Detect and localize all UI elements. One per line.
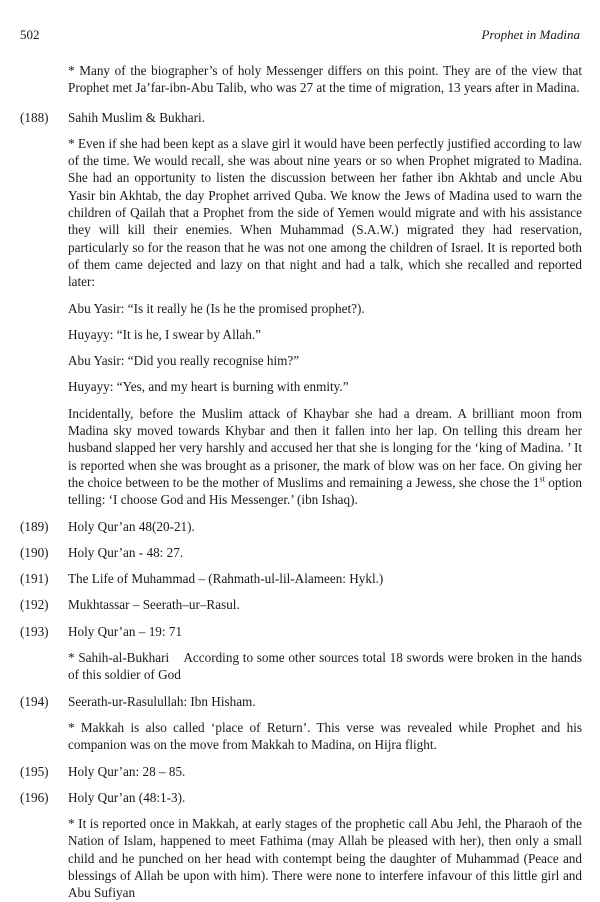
note-number: (196): [20, 789, 49, 805]
note-paragraph: * Many of the biographer’s of holy Messenger differs on this point. They are of the view that Prophet met Ja’far-ibn-Abu Talib, who was 27 at the time of migration, 13 years after in Madina.: [68, 63, 582, 96]
note-number: (191): [20, 571, 49, 587]
note-text: Holy Qur’an 48(20-21).: [68, 518, 195, 534]
note-paragraph: * Sahih-al-Bukhari According to some other sources total 18 swords were broken in the hands of this soldier of God: [68, 650, 586, 683]
dialogue-line: Abu Yasir: “Did you really recognise him?”: [68, 353, 300, 369]
dialogue-line: Huyayy: “Yes, and my heart is burning with enmity.”: [68, 379, 349, 395]
note-entry: [20, 544, 582, 561]
note-entry: [20, 570, 582, 587]
page-number: 502: [20, 27, 40, 42]
note-text: Sahih Muslim & Bukhari.: [68, 109, 206, 125]
note-number: (195): [20, 763, 49, 779]
note-entry: [20, 109, 582, 126]
dialogue-line: Abu Yasir: “Is it really he (Is he the promised prophet?).: [68, 300, 365, 316]
note-text: Holy Qur’an – 19: 71: [68, 623, 183, 639]
note-paragraph: * It is reported once in Makkah, at early stages of the prophetic call Abu Jehl, the Pharaoh of the Nation of Islam, happened to meet Fathima (may Allah be pleased with her), then only a small child and he punched on her head with contempt being the daughter of Muhammad (Peace and blessings of Allah be upon with him). There were none to interfere infavour of this little girl and Abu Sufiyan: [68, 816, 582, 901]
note-entry: [20, 789, 582, 806]
note-entry: [20, 596, 582, 613]
note-number: (188): [20, 109, 49, 125]
note-text: Holy Qur’an - 48: 27.: [68, 544, 184, 560]
note-text: Incidentally, before the Muslim attack of Khaybar she had a dream. A brilliant moon from Madina sky moved towards Khybar and then it fallen into her lap. On telling this dream her husband slapped her very harshly and accused her that she is longing for the ‘king of Madina. ’ It is reported when she was brought as a prisoner, the mark of blow was on her face. On giving her the choice between to be the mother of Muslims and remaining a Jewess, she chose the 1: [68, 405, 582, 490]
note-paragraph: [20, 405, 582, 509]
note-text: Holy Qur’an: 28 – 85.: [68, 763, 186, 779]
note-paragraph: * Even if she had been kept as a slave girl it would have been perfectly justified according to law of the time. We would recall, she was about nine years or so when Prophet migrated to Madina. She had an opportunity to listen the discussion between her father ibn Akhtab and uncle Abu Yasir bin Akhtab, the day Prophet arrived Quba. We know the Jews of Madina used to warn the children of Qailah that a Prophet from the side of Yemen would migrate and with his assistance they will kill their enemies. When Muhammad (S.A.W.) migrated they had reservation, particularly so for the reason that he was not one among the children of Israel. It is reported both of them came dejected and lazy on that night and had a talk, which she recalled and reported later:: [68, 135, 582, 290]
ordinal-suffix: st: [539, 474, 545, 484]
dialogue-line: Huyayy: “It is he, I swear by Allah.”: [68, 326, 261, 342]
note-number: (189): [20, 518, 49, 534]
note-number: (192): [20, 597, 49, 613]
note-text: The Life of Muhammad – (Rahmath-ul-lil-Alameen: Hykl.): [68, 571, 384, 587]
note-text: option telling: ‘I choose God and His Messenger.’ (ibn Ishaq).: [68, 474, 583, 508]
note-text: Seerath-ur-Rasulullah: Ibn Hisham.: [68, 693, 256, 709]
note-entry: [20, 693, 582, 710]
note-entry: [20, 623, 582, 640]
page-header: [20, 27, 580, 43]
note-text: Mukhtassar – Seerath–ur–Rasul.: [68, 597, 240, 613]
note-entry: [20, 763, 582, 780]
running-title: Prophet in Madina: [481, 27, 580, 42]
note-text: Holy Qur’an (48:1-3).: [68, 789, 186, 805]
notes-body: [20, 62, 586, 902]
note-entry: [20, 518, 582, 535]
note-paragraph: * Makkah is also called ‘place of Return’. This verse was revealed while Prophet and his companion was on the move from Makkah to Madina, on Hijra flight.: [68, 719, 582, 753]
note-number: (193): [20, 623, 49, 639]
note-number: (194): [20, 693, 49, 709]
note-number: (190): [20, 544, 49, 560]
